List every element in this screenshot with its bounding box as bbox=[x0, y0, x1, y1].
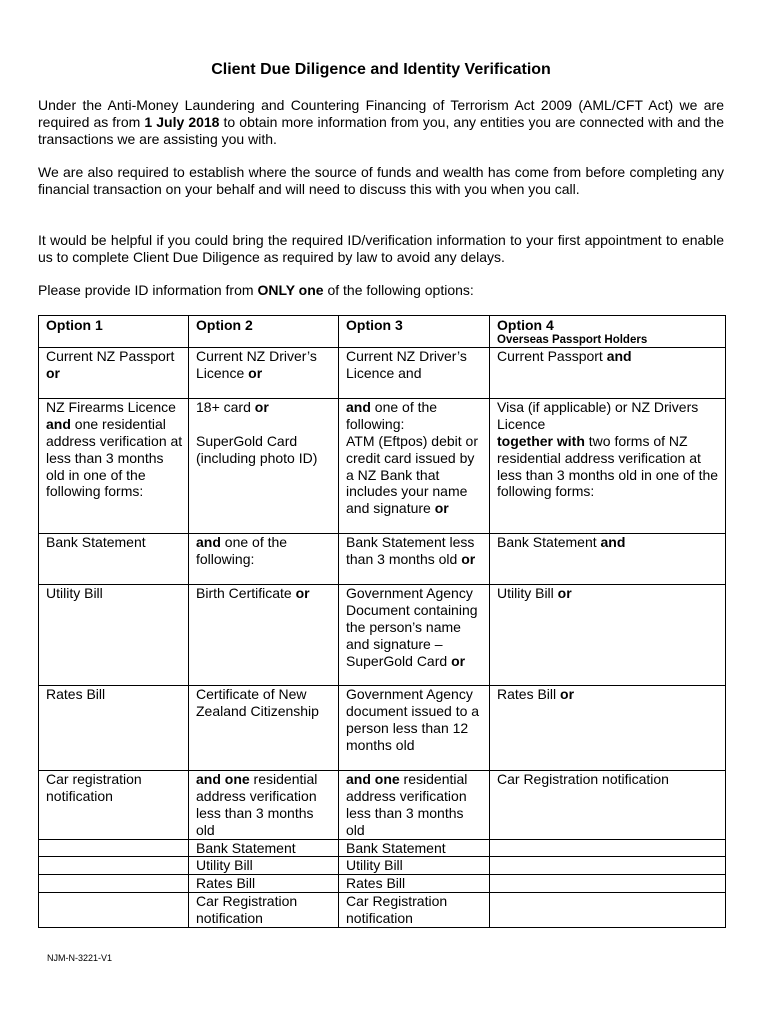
table-cell: Government Agency document issued to a person less than 12 months old bbox=[339, 685, 490, 770]
table-row bbox=[39, 857, 726, 875]
cell-bold: and bbox=[346, 398, 371, 415]
cell-bold: and one bbox=[196, 770, 250, 787]
table-cell bbox=[189, 347, 339, 398]
cell-text: residential address verification less than 3 months old bbox=[346, 770, 468, 838]
table-cell bbox=[490, 857, 726, 875]
table-cell bbox=[339, 533, 490, 584]
table-cell: Bank Statement bbox=[339, 839, 490, 857]
cell-text: one of the following: bbox=[196, 533, 288, 567]
table-cell: Certificate of New Zealand Citizenship bbox=[189, 685, 339, 770]
table-cell: Utility Bill bbox=[39, 584, 189, 685]
cell-text: NZ Firearms Licence bbox=[46, 398, 176, 415]
table-cell bbox=[490, 398, 726, 533]
table-row bbox=[39, 398, 726, 533]
cell-text: Rates Bill bbox=[497, 685, 561, 702]
intro-paragraph-appointment: It would be helpful if you could bring the required ID/verification information to your first appointment to enable us to complete Client Due Diligence as required by law to avoid any delays. bbox=[38, 232, 724, 265]
table-cell: Rates Bill bbox=[39, 685, 189, 770]
table-cell bbox=[490, 893, 726, 928]
intro-text: Under the Anti-Money Laundering and Countering Financing of Terrorism Act 2009 (AML/CFT Act) we are required as from bbox=[38, 97, 724, 130]
table-cell: Bank Statement bbox=[39, 533, 189, 584]
cell-bold: or bbox=[560, 685, 575, 702]
table-cell bbox=[39, 347, 189, 398]
table-cell: Car Registration notification bbox=[490, 770, 726, 839]
table-cell bbox=[490, 875, 726, 893]
effective-date: 1 July 2018 bbox=[144, 114, 220, 130]
table-cell bbox=[39, 875, 189, 893]
table-cell bbox=[490, 584, 726, 685]
table-cell: Utility Bill bbox=[189, 857, 339, 875]
table-row bbox=[39, 770, 726, 839]
cell-text: one residential address verification at less than 3 months old in one of the following forms: bbox=[46, 415, 183, 500]
table-row bbox=[39, 347, 726, 398]
cell-bold: or bbox=[461, 550, 476, 567]
cell-text: one of the following: bbox=[346, 398, 438, 432]
table-cell: Bank Statement bbox=[189, 839, 339, 857]
cell-bold: or bbox=[434, 500, 449, 517]
cell-text: 18+ card bbox=[196, 398, 255, 415]
cell-bold: or bbox=[248, 364, 263, 381]
table-cell bbox=[39, 893, 189, 928]
table-cell bbox=[490, 839, 726, 857]
intro-text: to obtain more information from you, any entities you are connected with and the transactions we are assisting you with. bbox=[38, 114, 724, 147]
id-options-table bbox=[38, 315, 726, 928]
header-option-4-label: Option 4 bbox=[497, 317, 554, 333]
table-row bbox=[39, 584, 726, 685]
emphasis-only-one: ONLY one bbox=[257, 282, 324, 298]
document-reference-id: NJM-N-3221-V1 bbox=[47, 953, 113, 963]
table-cell bbox=[339, 770, 490, 839]
intro-text: Please provide ID information from bbox=[38, 282, 258, 298]
table-row bbox=[39, 893, 726, 928]
cell-text: SuperGold Card (including photo ID) bbox=[196, 432, 318, 466]
table-cell bbox=[490, 533, 726, 584]
table-cell: Car Registration notification bbox=[189, 893, 339, 928]
table-cell: Car registration notification bbox=[39, 770, 189, 839]
cell-bold: or bbox=[451, 652, 466, 669]
intro-paragraph-funds: We are also required to establish where the source of funds and wealth has come from before completing any financial transaction on your behalf and will need to discuss this with you when you call. bbox=[38, 164, 724, 197]
table-cell bbox=[189, 584, 339, 685]
intro-paragraph-aml bbox=[38, 97, 724, 148]
page-title: Client Due Diligence and Identity Verification bbox=[211, 61, 551, 78]
header-option-2: Option 2 bbox=[189, 316, 339, 348]
header-option-4 bbox=[490, 316, 726, 348]
table-cell bbox=[490, 685, 726, 770]
cell-text: Utility Bill bbox=[497, 584, 558, 601]
table-cell bbox=[189, 533, 339, 584]
cell-text: Current Passport bbox=[497, 347, 607, 364]
table-cell: Rates Bill bbox=[189, 875, 339, 893]
table-cell: Car Registration notification bbox=[339, 893, 490, 928]
table-row bbox=[39, 839, 726, 857]
header-option-1: Option 1 bbox=[39, 316, 189, 348]
cell-text: two forms of NZ residential address verification at less than 3 months old in one of the following forms: bbox=[497, 432, 719, 500]
table-cell bbox=[339, 584, 490, 685]
table-header-row bbox=[39, 316, 726, 348]
table-cell: Utility Bill bbox=[339, 857, 490, 875]
table-cell bbox=[39, 398, 189, 533]
table-cell bbox=[39, 857, 189, 875]
cell-text: Bank Statement bbox=[497, 533, 601, 550]
cell-text: ATM (Eftpos) debit or credit card issued by a NZ Bank that includes your name and signature bbox=[346, 432, 479, 517]
cell-text: Visa (if applicable) or NZ Drivers Licence bbox=[497, 398, 699, 432]
header-option-3: Option 3 bbox=[339, 316, 490, 348]
cell-text: residential address verification less than 3 months old bbox=[196, 770, 318, 838]
table-cell bbox=[339, 398, 490, 533]
intro-paragraph-options bbox=[38, 282, 724, 299]
cell-bold: and bbox=[600, 533, 626, 550]
table-row bbox=[39, 685, 726, 770]
table-cell bbox=[189, 770, 339, 839]
table-cell bbox=[39, 839, 189, 857]
cell-text: Current NZ Driver’s Licence bbox=[196, 347, 317, 381]
cell-bold: or bbox=[46, 364, 60, 381]
table-row bbox=[39, 533, 726, 584]
table-cell bbox=[490, 347, 726, 398]
cell-bold: and one bbox=[346, 770, 400, 787]
table-row bbox=[39, 875, 726, 893]
cell-text: Current NZ Passport bbox=[46, 347, 175, 364]
table-cell: Current NZ Driver’s Licence and bbox=[339, 347, 490, 398]
intro-text: of the following options: bbox=[323, 282, 474, 298]
cell-bold: together with bbox=[497, 432, 585, 449]
cell-bold: and bbox=[196, 533, 221, 550]
cell-bold: or bbox=[295, 584, 310, 601]
table-cell: Rates Bill bbox=[339, 875, 490, 893]
cell-text: Birth Certificate bbox=[196, 584, 296, 601]
cell-bold: or bbox=[254, 398, 269, 415]
cell-bold: or bbox=[557, 584, 572, 601]
cell-text: Government Agency Document containing the person’s name and signature – SuperGold Card bbox=[346, 584, 478, 669]
table-cell bbox=[189, 398, 339, 533]
cell-bold: and bbox=[606, 347, 632, 364]
cell-bold: and bbox=[46, 415, 71, 432]
header-option-4-subtitle: Overseas Passport Holders bbox=[497, 333, 648, 346]
cell-text: Bank Statement less than 3 months old bbox=[346, 533, 475, 567]
